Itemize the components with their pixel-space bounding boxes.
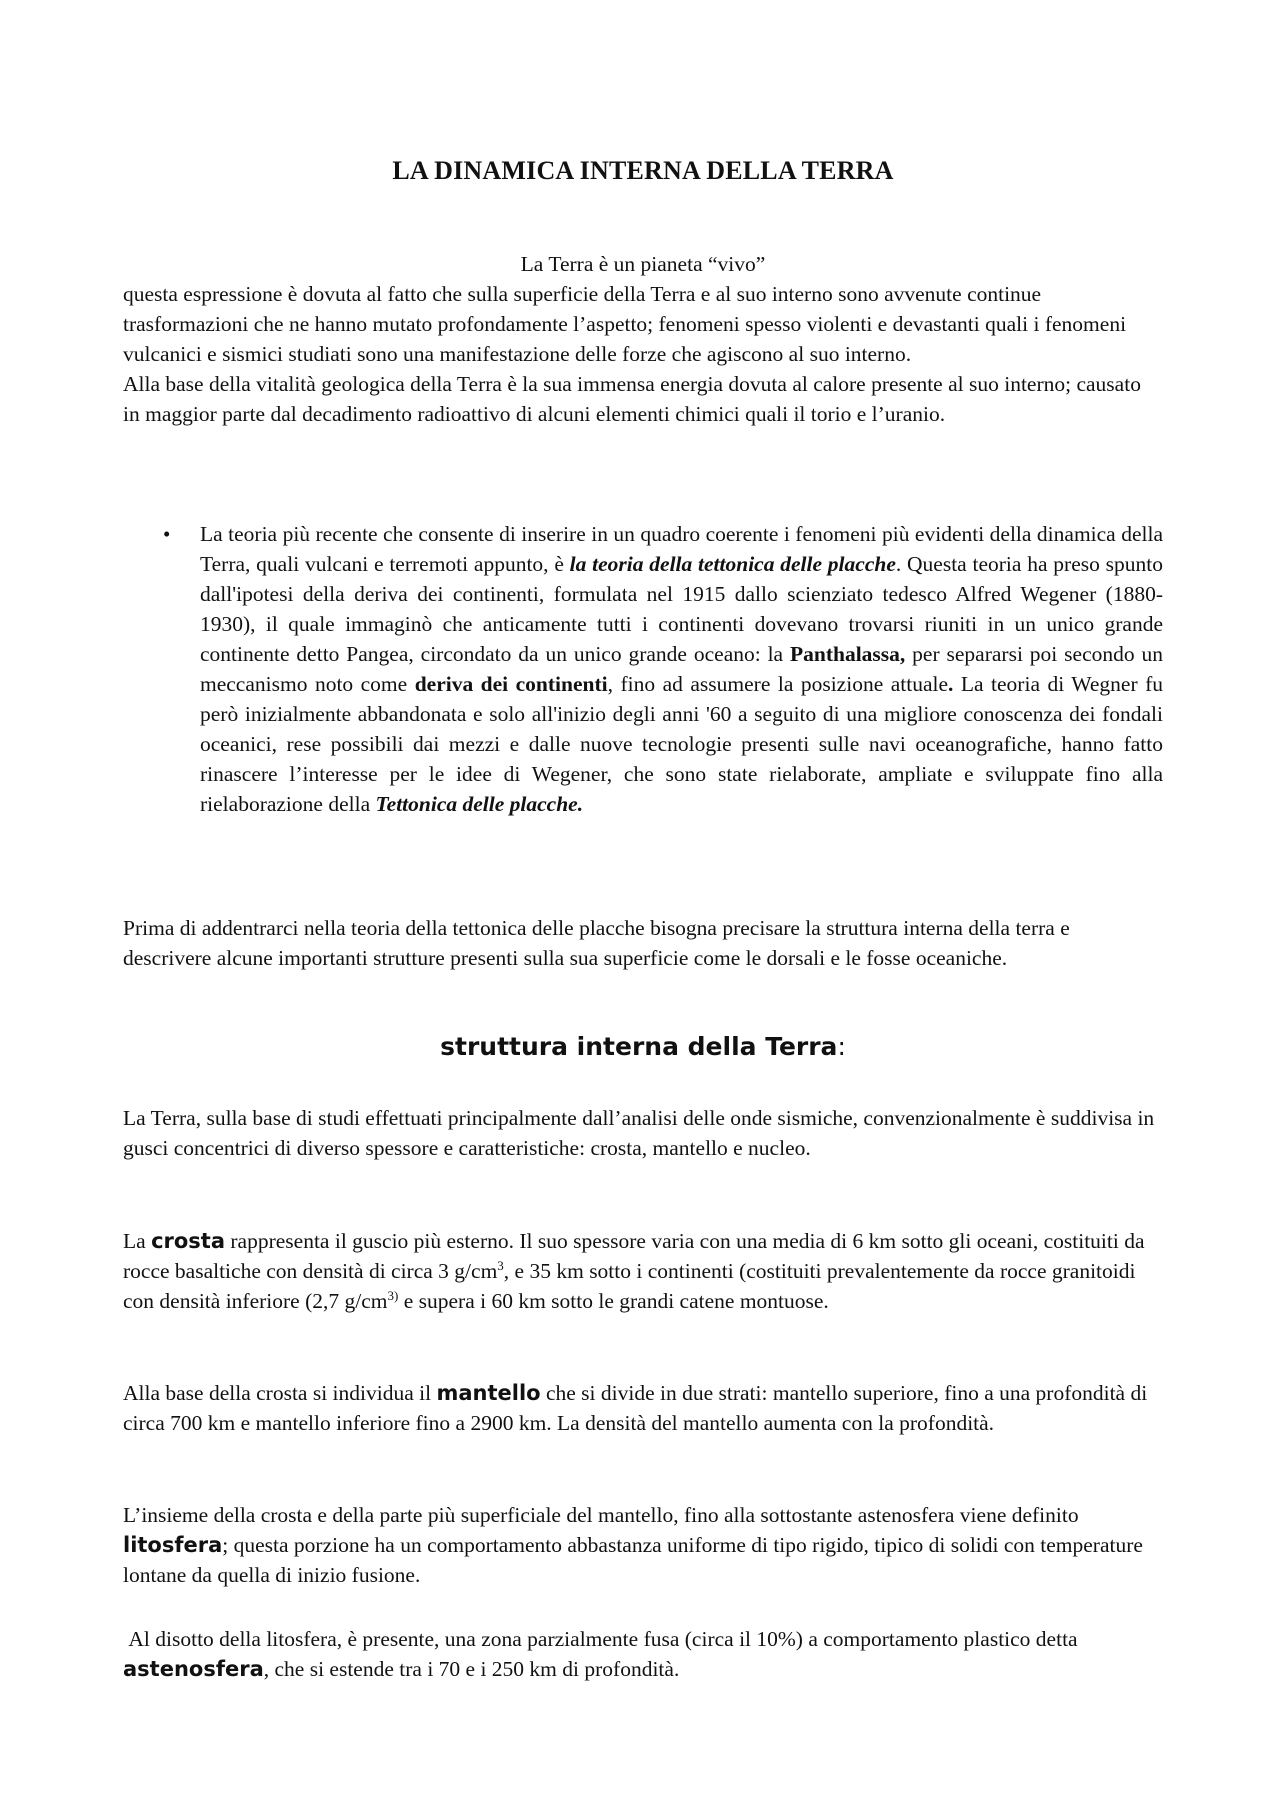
bullet-bold-period: . xyxy=(948,672,954,696)
bullet-period: . Questa teoria ha preso spunto dall'ipotesi della deriva dei continenti, formulata nel 1915 dallo scienziato tedesco Alfred Wegener (1880-1930), il quale immaginò che anticamente tutti i continenti dovevano trovarsi riuniti in un unico grande continente detto Pangea, circondato da un unico grande oceano: la xyxy=(200,552,1163,666)
bullet-emphasis-tettonica: Tettonica delle placche. xyxy=(375,792,584,816)
bullet-text-1: La teoria più recente che consente di inserire in un quadro coerente i fenomeni più evidenti della dinamica della Terra, quali vulcani e terremoti appunto, è xyxy=(200,522,1163,576)
bullet-bold-deriva: deriva dei continenti xyxy=(414,672,608,696)
crosta-text-c: e supera i 60 km sotto le grandi catene montuose. xyxy=(398,1289,829,1313)
crosta-pre: La xyxy=(123,1229,152,1253)
mantello-post: che si divide in due strati: mantello superiore, fino a una profondità di circa 700 km e mantello inferiore fino a 2900 km. La densità del mantello aumenta con la profondità. xyxy=(123,1381,1148,1435)
intro-section xyxy=(123,279,1163,429)
crosta-superscript-1: 3 xyxy=(497,1258,504,1273)
terra-paragraph: La Terra, sulla base di studi effettuati principalmente dall’analisi delle onde sismiche, convenzionalmente è suddivisa in gusci concentrici di diverso spessore e caratteristiche: crosta, mantello e nucleo. xyxy=(123,1106,1155,1160)
intro-paragraph-2: Alla base della vitalità geologica della Terra è la sua immensa energia dovuta al calore presente al suo interno; causato in maggior parte dal decadimento radioattivo di alcuni elementi chimici quali il torio e l’uranio. xyxy=(123,372,1141,426)
crosta-superscript-2: 3) xyxy=(387,1288,399,1303)
litosfera-paragraph xyxy=(123,1500,1163,1590)
bullet-item-tettonica xyxy=(200,519,1163,819)
bullet-text-5: per separarsi poi secondo un meccanismo noto come xyxy=(200,642,1163,696)
astenosfera-paragraph xyxy=(123,1624,1163,1684)
mantello-pre: Alla base della crosta si individua il xyxy=(123,1381,437,1405)
astenosfera-pre: Al disotto della litosfera, è presente, una zona parzialmente fusa (circa il 10%) a comportamento plastico detta xyxy=(123,1627,1083,1651)
keyword-litosfera: litosfera xyxy=(123,1533,223,1557)
mantello-paragraph xyxy=(123,1378,1163,1438)
crosta-paragraph xyxy=(123,1226,1163,1316)
crosta-text-b: , e 35 km sotto i continenti (costituiti prevalentemente da rocce granitoidi con densità inferiore (2,7 g/cm xyxy=(123,1259,1136,1313)
bullet-text-7: , fino ad assumere la posizione attuale xyxy=(607,672,949,696)
bullet-list xyxy=(123,519,1163,819)
astenosfera-post: , che si estende tra i 70 e i 250 km di profondità. xyxy=(263,1657,680,1681)
bullet-marker: • xyxy=(163,522,171,546)
keyword-mantello: mantello xyxy=(436,1381,541,1405)
bullet-text-9: La teoria di Wegner fu però inizialmente abbandonata e solo all'inizio degli anni '60 a seguito di una migliore conoscenza dei fondali oceanici, rese possibili dai mezzi e dalle nuove tecnologie presenti sulle navi oceanografiche, hanno fatto rinascere l’interesse per le idee di Wegener, che sono state rielaborate, ampliate e sviluppate fino alla rielaborazione della xyxy=(200,672,1163,816)
section-heading-text: struttura interna della Terra xyxy=(440,1032,838,1061)
bullet-bold-panthalassa: Panthalassa, xyxy=(790,642,906,666)
subtitle: La Terra è un pianeta “vivo” xyxy=(520,252,766,276)
litosfera-pre: L’insieme della crosta e della parte più superficiale del mantello, fino alla sottostante astenosfera viene definito xyxy=(123,1503,1079,1527)
crosta-text-a: rappresenta il guscio più esterno. Il suo spessore varia con una media di 6 km sotto gli oceani, costituiti da rocce basaltiche con densità di circa 3 g/cm xyxy=(123,1229,1145,1283)
section-heading-struttura xyxy=(123,1032,1163,1061)
litosfera-post: ; questa porzione ha un comportamento abbastanza uniforme di tipo rigido, tipico di solidi con temperature lontane da quella di inizio fusione. xyxy=(123,1533,1143,1587)
section-heading-colon: : xyxy=(837,1032,846,1061)
document-title: LA DINAMICA INTERNA DELLA TERRA xyxy=(392,156,894,185)
intro-paragraph-1: questa espressione è dovuta al fatto che sulla superficie della Terra e al suo interno sono avvenute continue trasformazioni che ne hanno mutato profondamente l’aspetto; fenomeni spesso violenti e devastanti quali i fenomeni vulcanici e sismici studiati sono una manifestazione delle forze che agiscono al suo interno. xyxy=(123,282,1127,366)
keyword-crosta: crosta xyxy=(151,1229,226,1253)
bullet-emphasis-teoria: la teoria della tettonica delle placche xyxy=(569,552,896,576)
keyword-astenosfera: astenosfera xyxy=(123,1657,264,1681)
prima-paragraph: Prima di addentrarci nella teoria della tettonica delle placche bisogna precisare la struttura interna della terra e descrivere alcune importanti strutture presenti sulla sua superficie come le dorsali e le fosse oceaniche. xyxy=(123,916,1070,970)
